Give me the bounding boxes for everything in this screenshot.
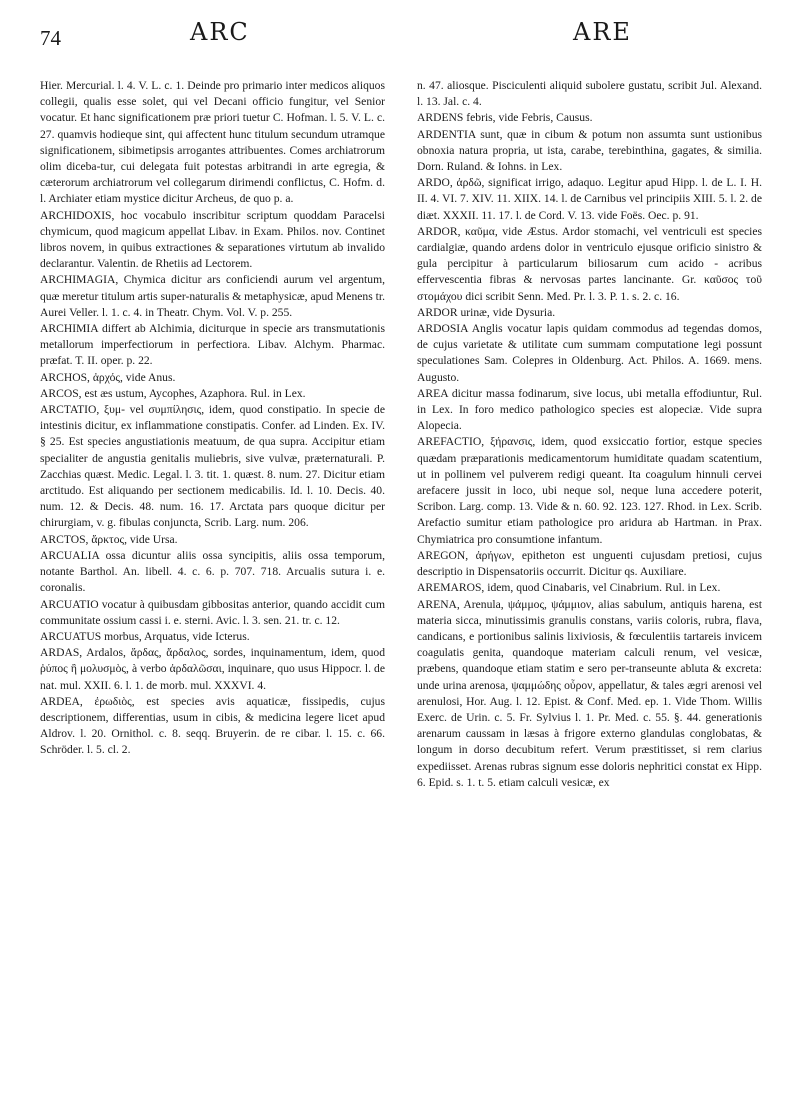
page-header <box>0 12 800 52</box>
entry-paragraph: AREA dicitur massa fodinarum, sive locus, ubi metalla effodiuntur, Rul. in Lex. In foro medico pathologico species est alopeciæ. Vide supra Alopecia. <box>417 386 762 433</box>
page-number: 74 <box>40 26 61 50</box>
entry-paragraph: ARCOS, est æs ustum, Aycophes, Azaphora. Rul. in Lex. <box>40 386 306 400</box>
entry-paragraph: ARDOSIA Anglis vocatur lapis quidam commodus ad tegendas domos, de cujus varietate & utilitate cum summam computatione legi possunt speculationes Sam. Colepres in Oldenburg. Act. Philos. A. 1669. mens. Augusto. <box>417 322 762 384</box>
entry-paragraph: ARCHIDOXIS, hoc vocabulo inscribitur scriptum quoddam Paracelsi chymicum, quod magicum appellat Libav. in Exam. Philos. nov. Continet libros novem, in quibus extractiones & separationes virtutum ab invalido declarantur. Valentin. de Rhetiis ad Lectorem. <box>40 208 385 271</box>
entry-paragraph: ARDEA, ἐρωδιὸς, est species avis aquaticæ, fissipedis, cujus descriptionem, differentias, usum in cibis, & medicina legere licet apud Aldrov. l. 20. Ornithol. c. 8. seqq. Bruyerin. de re cibar. l. 15. c. 66. Schröder. l. 5. cl. 2. <box>40 694 385 757</box>
entry-paragraph: ARDOR urinæ, vide Dysuria. <box>417 305 556 319</box>
entry-paragraph: ARCHIMAGIA, Chymica dicitur ars conficiendi aurum vel argentum, quæ meretur titulum artis super-naturalis & metaphysicæ, apud Menens tr. Aurei Veller. l. 1. c. 4. in Theatr. Chym. Vol. V. p. 255. <box>40 273 385 319</box>
entry-paragraph: ARCUATIO vocatur à quibusdam gibbositas anterior, quando accidit cum communitate ossium cassi i. e. sterni. Avic. l. 3. sen. 21. tr. c. 12. <box>40 597 385 627</box>
entry-paragraph: ARCTATIO, ξυμ- vel συμπίλησις, idem, quod constipatio. In specie de intestinis dicitur, ex inflammatione constipatis. Confer. ad Linden. Ex. IV. § 25. Est species angustiationis meatuum, de qua supra. Accipitur etiam specialiter de angustia genitalis muliebris, sive vulvæ, præternaturali. P. Zacchias quæst. Medic. Legal. l. 3. tit. 1. quæst. 8. num. 27. Dicitur etiam arctitudo. Est aliquando per sectionem medicabilis. Id. l. 10. Decis. 40. num. 12. & Decis. 48. num. 16. 17. Arctata pars quoque dicitur per chirurgiam, v. g. fibulas conjuncta, Scrib. Larg. num. 206. <box>40 403 385 530</box>
entry-paragraph: ARDAS, Ardalos, ἄρδας, ἄρδαλος, sordes, inquinamentum, idem, quod ῥύπος ἢ μολυσμὸς, à verbo ἀρδαλῶσαι, inquinare, quo usus Hippocr. l. de nat. mul. XXII. 6. l. 1. de morb. mul. XXXVI. 4. <box>40 646 385 692</box>
entry-paragraph: ARDENTIA sunt, quæ in cibum & potum non assumta sunt ustionibus obnoxia natura propria, ut ista, carabe, terebinthina, gagates, & similia. Dorn. Ruland. & Iohns. in Lex. <box>417 127 762 174</box>
entry-paragraph: AREGON, ἀρήγων, epitheton est unguenti cujusdam pretiosi, cujus descriptio in Dispensatoriis occurrit. Dicitur qs. Auxiliare. <box>417 548 762 579</box>
right-column <box>417 78 762 791</box>
entry-paragraph: ARCHIMIA differt ab Alchimia, diciturque in specie ars transmutationis metallorum imperfectiorum in perfectiora. Libav. Alchym. Pharmac. præfat. T. II. oper. p. 22. <box>40 322 385 368</box>
entry-paragraph: n. 47. aliosque. Pisciculenti aliquid subolere gustatu, scribit Jul. Alexand. l. 13. Jal. c. 4. <box>417 79 762 109</box>
entry-paragraph: ARCHOS, ἀρχός, vide Anus. <box>40 370 176 384</box>
entry-paragraph: Hier. Mercurial. l. 4. V. L. c. 1. Deinde pro primario inter medicos aliquos collegii, qualis esse solet, qui vel Decani officio fungitur, vel Senior vocatur. Et hanc significationem præ priori tuetur C. Hofman. l. 5. V. L. c. 27. quamvis hodieque sint, qui affectent hunc titulum secundum utramque significationem, sibimetipsis arrogantes attribuentes. Comes archiatrorum olim diceba-tur, cui delegata fuit potestas arbitrandi in arte egregia, & cæterorum archiatrorum vel collegarum dirimendi conflictus, C. Hofm. d. l. Archiater etiam mystice dicitur Archeus, de quo p. a. <box>40 79 385 206</box>
entry-paragraph: AREFACTIO, ξήρανσις, idem, quod exsiccatio fortior, estque species quædam præparationis medicamentorum humiditate quadam scatentium, ut in pollinem vel pulverem redigi queant. Ita coagulum hinnuli cervei arefacere jussit in loco, ubi neque sol, neque luna accedere poterit, Scribon. Larg. comp. 13. Vide & n. 60. 92. 123. 127. Rhod. in Lex. Scrib. Arefactio sumitur etiam pathologice pro aridura ab Hartman. in Prax. Chymiatrica pro consumtione infantum. <box>417 435 762 546</box>
entry-paragraph: AREMAROS, idem, quod Cinabaris, vel Cinabrium. Rul. in Lex. <box>417 581 721 595</box>
entry-paragraph: ARENA, Arenula, ψάμμος, ψάμμιον, alias sabulum, antiquis harena, est materia sicca, minutissimis granulis constans, variis coloris, rubra, flava, candicans, e portionibus salinis lixiviosis, & fœculentiis tartareis invicem coagulatis genita, quandoque materiam calculi renum, vel vesicæ, præbens, quandoque etiam statim e sero per-transeunte abluta & excreta: unde urina arenosa, ψαμμώδης οὖρον, appellatur, & tales ægri arenosi vel arenulosi, Hor. Aug. l. 12. Epist. & Conf. Med. ep. 1. Vide Thom. Willis Exerc. de Urin. c. 5. Fr. Sylvius l. 1. Pr. Med. c. 55. §. 44. generationis arenarum caussam in læsas à frigore externo glandulas conglobatas, & longum in dorso decubitum refert. Verum præstitisset, si rem clarius expediisset. Arenas rubras signum esse doloris nephritici constat ex Hipp. 6. Epid. s. 1. t. 5. etiam calculi vesicæ, ex <box>417 597 762 789</box>
entry-paragraph: ARDENS febris, vide Febris, Causus. <box>417 111 593 125</box>
running-head-left: ARC <box>190 18 250 46</box>
running-head-right: ARE <box>573 18 632 46</box>
entry-paragraph: ARDOR, καῦμα, vide Æstus. Ardor stomachi, vel ventriculi est species cardialgiæ, quando ardens dolor in ventriculo ejusque orificio sinistro & gula percipitur à particularum biliosarum cum acido - acribus effervescentia fibras & nervosas partes lancinante. Gr. καῦσος τοῦ στομάχου dici scribit Senn. Med. Pr. l. 3. P. 1. s. 2. c. 16. <box>417 224 762 303</box>
left-column <box>40 78 385 759</box>
entry-paragraph: ARCUALIA ossa dicuntur aliis ossa syncipitis, aliis ossa temporum, notante Barthol. An. libell. 4. c. 6. p. 707. 718. Arcualis sutura i. e. coronalis. <box>40 548 385 595</box>
entry-paragraph: ARCUATUS morbus, Arquatus, vide Icterus. <box>40 629 250 643</box>
entry-paragraph: ARDO, ἀρδῶ, significat irrigo, adaquo. Legitur apud Hipp. l. de L. I. H. II. 4. VI. 7. XIV. 11. XIIX. 14. l. de Carnibus vel principiis XIII. 5. l. 2. de diæt. XXXII. 11. 17. l. de Cord. V. 13. vide Foës. Oec. p. 91. <box>417 176 762 222</box>
entry-paragraph: ARCTOS, ἄρκτος, vide Ursa. <box>40 532 178 546</box>
